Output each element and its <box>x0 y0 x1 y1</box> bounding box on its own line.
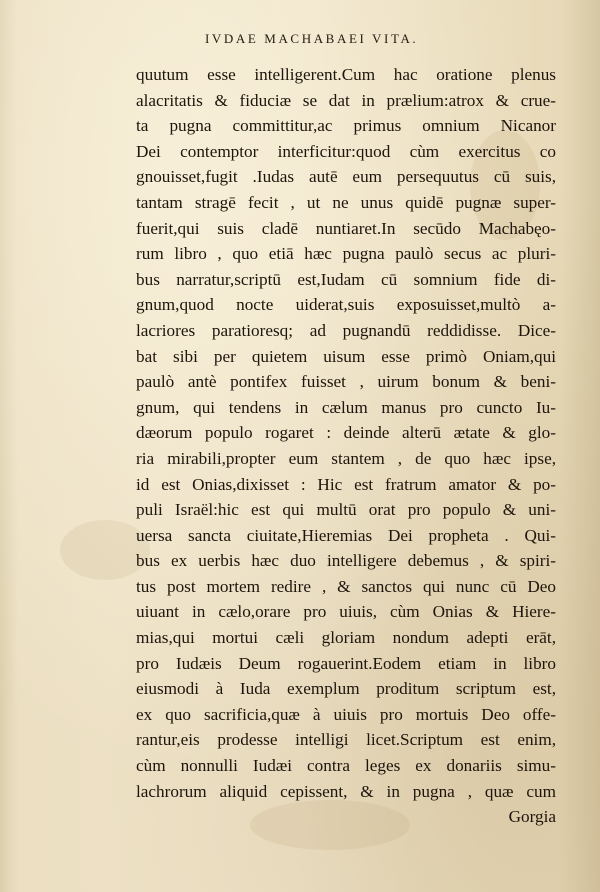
text-line: ta pugna committitur,ac primus omnium Nicanor <box>136 116 556 136</box>
text-line: bat sibi per quietem uisum esse primò Oniam,qui <box>136 346 556 366</box>
text-line: tus post mortem redire , & sanctos qui nunc cū Deo <box>136 576 556 596</box>
text-line: uersa sancta ciuitate,Hieremias Dei propheta . Qui- <box>136 525 556 545</box>
text-line: quutum esse intelligerent.Cum hac oratione plenus <box>136 65 556 84</box>
text-line: rantur,eis prodesse intelligi licet.Scriptum est enim, <box>136 730 556 750</box>
text-line: eiusmodi à Iuda exemplum proditum scriptum est, <box>136 679 556 699</box>
text-line: fuerit,qui suis cladē nuntiaret.In secūdo Machabęo- <box>136 218 556 238</box>
body-text <box>136 62 556 830</box>
running-head: IVDAE MACHABAEI VITA. <box>205 31 419 46</box>
text-line: id est Onias,dixisset : Hic est fratrum amator & po- <box>136 474 556 494</box>
text-line: lacriores paratioresq; ad pugnandū reddidisse. Dice- <box>136 320 556 340</box>
text-line: uiuant in cælo,orare pro uiuis, cùm Onias & Hiere- <box>136 602 556 622</box>
text-line: ria mirabili,propter eum stantem , de quo hæc ipse, <box>136 448 556 468</box>
text-line: tantam stragē fecit , ut ne unus quidē pugnæ super- <box>136 192 556 212</box>
text-line: paulò antè pontifex fuisset , uirum bonum & beni- <box>136 372 556 392</box>
text-line: pro Iudæis Deum rogauerint.Eodem etiam in libro <box>136 653 556 673</box>
text-line: alacritatis & fiduciæ se dat in prælium:atrox & crue- <box>136 90 556 110</box>
catchword: Gorgia <box>508 807 556 827</box>
text-line: gnum, qui tendens in cælum manus pro cuncto Iu- <box>136 397 556 417</box>
text-line: Dei contemptor interficitur:quod cùm exercitus co <box>136 141 556 161</box>
text-line: gnouisset,fugit .Iudas autē eum persequutus cū suis, <box>136 167 556 187</box>
text-line: cùm nonnulli Iudæi contra leges ex donariis simu- <box>136 756 556 776</box>
text-line: dæorum populo rogaret : deinde alterū ætate & glo- <box>136 423 556 443</box>
text-line: puli Israël:hic est qui multū orat pro populo & uni- <box>136 500 556 520</box>
text-line: mias,qui mortui cæli gloriam nondum adepti erāt, <box>136 628 556 648</box>
text-line: rum libro , quo etiā hæc pugna paulò secus ac pluri- <box>136 244 556 264</box>
text-line: bus narratur,scriptū est,Iudam cū somnium fide di- <box>136 269 556 289</box>
text-line: ex quo sacrificia,quæ à uiuis pro mortuis Deo offe- <box>136 704 556 724</box>
text-line: bus ex uerbis hæc duo intelligere debemus , & spiri- <box>136 551 556 571</box>
text-line: lachrorum aliquid cepissent, & in pugna , quæ cum <box>136 781 556 801</box>
text-line: gnum,quod nocte uiderat,suis exposuisset,multò a- <box>136 295 556 315</box>
